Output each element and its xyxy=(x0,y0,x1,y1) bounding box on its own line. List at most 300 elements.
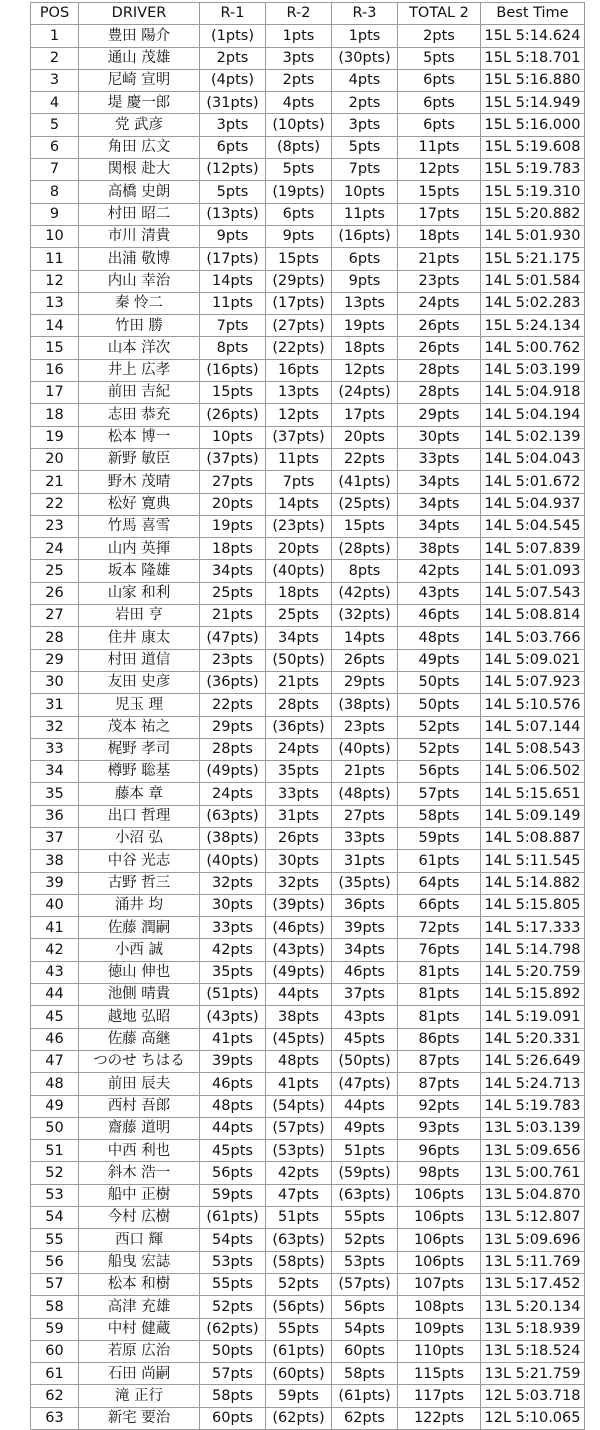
cell-best-time: 14L 5:04.545 xyxy=(481,515,585,537)
cell-r3: 33pts xyxy=(332,827,398,849)
cell-best-time: 14L 5:04.043 xyxy=(481,448,585,470)
cell-r1: (40pts) xyxy=(200,850,266,872)
cell-best-time: 15L 5:19.310 xyxy=(481,181,585,203)
cell-driver: 坂本 隆雄 xyxy=(79,560,200,582)
table-row xyxy=(31,1162,585,1184)
cell-pos: 62 xyxy=(31,1385,79,1407)
cell-total: 12pts xyxy=(398,159,481,181)
cell-driver: 豊田 陽介 xyxy=(79,25,200,47)
cell-r3: 2pts xyxy=(332,92,398,114)
table-row xyxy=(31,1006,585,1028)
cell-r2: (36pts) xyxy=(266,716,332,738)
cell-r3: 55pts xyxy=(332,1207,398,1229)
cell-best-time: 12L 5:03.718 xyxy=(481,1385,585,1407)
cell-total: 17pts xyxy=(398,203,481,225)
cell-best-time: 14L 5:00.762 xyxy=(481,337,585,359)
cell-best-time: 14L 5:01.930 xyxy=(481,225,585,247)
cell-best-time: 13L 5:21.759 xyxy=(481,1363,585,1385)
cell-driver: 児玉 理 xyxy=(79,694,200,716)
cell-r3: 44pts xyxy=(332,1095,398,1117)
cell-r3: 1pts xyxy=(332,25,398,47)
cell-total: 43pts xyxy=(398,582,481,604)
cell-driver: 石田 尚嗣 xyxy=(79,1363,200,1385)
cell-driver: 出浦 敬博 xyxy=(79,248,200,270)
cell-best-time: 13L 5:18.939 xyxy=(481,1318,585,1340)
table-row xyxy=(31,1184,585,1206)
cell-r1: 20pts xyxy=(200,493,266,515)
table-row xyxy=(31,917,585,939)
cell-driver: 池側 晴貴 xyxy=(79,984,200,1006)
cell-best-time: 14L 5:04.918 xyxy=(481,382,585,404)
cell-pos: 37 xyxy=(31,827,79,849)
cell-r1: 46pts xyxy=(200,1073,266,1095)
cell-driver: 山内 英揮 xyxy=(79,538,200,560)
cell-r3: 58pts xyxy=(332,1363,398,1385)
cell-driver: 小沼 弘 xyxy=(79,827,200,849)
cell-r3: 19pts xyxy=(332,315,398,337)
cell-r1: (63pts) xyxy=(200,805,266,827)
cell-driver: 涌井 均 xyxy=(79,894,200,916)
cell-r1: 50pts xyxy=(200,1340,266,1362)
cell-total: 93pts xyxy=(398,1117,481,1139)
cell-pos: 20 xyxy=(31,448,79,470)
cell-pos: 11 xyxy=(31,248,79,270)
cell-r2: 52pts xyxy=(266,1273,332,1295)
cell-r3: 36pts xyxy=(332,894,398,916)
cell-r1: 10pts xyxy=(200,426,266,448)
cell-r2: 9pts xyxy=(266,225,332,247)
cell-r1: 5pts xyxy=(200,181,266,203)
cell-best-time: 14L 5:07.144 xyxy=(481,716,585,738)
cell-r1: 54pts xyxy=(200,1229,266,1251)
cell-r2: 1pts xyxy=(266,25,332,47)
table-row xyxy=(31,1229,585,1251)
cell-r1: 6pts xyxy=(200,136,266,158)
cell-pos: 43 xyxy=(31,961,79,983)
cell-pos: 24 xyxy=(31,538,79,560)
cell-r2: (58pts) xyxy=(266,1251,332,1273)
cell-r2: 24pts xyxy=(266,738,332,760)
cell-total: 58pts xyxy=(398,805,481,827)
cell-driver: 今村 広樹 xyxy=(79,1207,200,1229)
cell-r2: 38pts xyxy=(266,1006,332,1028)
cell-total: 26pts xyxy=(398,315,481,337)
cell-r2: 2pts xyxy=(266,69,332,91)
cell-driver: 竹馬 喜雪 xyxy=(79,515,200,537)
cell-total: 108pts xyxy=(398,1296,481,1318)
cell-best-time: 14L 5:20.759 xyxy=(481,961,585,983)
cell-r2: 51pts xyxy=(266,1207,332,1229)
cell-r1: 45pts xyxy=(200,1140,266,1162)
cell-r1: 59pts xyxy=(200,1184,266,1206)
cell-pos: 35 xyxy=(31,783,79,805)
cell-r3: (59pts) xyxy=(332,1162,398,1184)
cell-total: 23pts xyxy=(398,270,481,292)
cell-r2: (23pts) xyxy=(266,515,332,537)
cell-pos: 5 xyxy=(31,114,79,136)
cell-r3: 13pts xyxy=(332,292,398,314)
cell-r2: 55pts xyxy=(266,1318,332,1340)
cell-total: 50pts xyxy=(398,671,481,693)
table-row xyxy=(31,783,585,805)
cell-pos: 14 xyxy=(31,315,79,337)
table-row xyxy=(31,1296,585,1318)
cell-pos: 32 xyxy=(31,716,79,738)
cell-pos: 39 xyxy=(31,872,79,894)
cell-r1: (31pts) xyxy=(200,92,266,114)
cell-r3: 43pts xyxy=(332,1006,398,1028)
cell-r1: 44pts xyxy=(200,1117,266,1139)
cell-driver: 高橋 史朗 xyxy=(79,181,200,203)
cell-total: 50pts xyxy=(398,694,481,716)
cell-driver: 出口 哲理 xyxy=(79,805,200,827)
table-row xyxy=(31,1050,585,1072)
cell-total: 106pts xyxy=(398,1184,481,1206)
cell-r2: 34pts xyxy=(266,627,332,649)
cell-best-time: 15L 5:18.701 xyxy=(481,47,585,69)
cell-r1: 57pts xyxy=(200,1363,266,1385)
cell-r2: 47pts xyxy=(266,1184,332,1206)
table-row xyxy=(31,1117,585,1139)
cell-r2: 28pts xyxy=(266,694,332,716)
cell-best-time: 13L 5:20.134 xyxy=(481,1296,585,1318)
cell-pos: 4 xyxy=(31,92,79,114)
cell-driver: 松本 和樹 xyxy=(79,1273,200,1295)
cell-pos: 30 xyxy=(31,671,79,693)
cell-r3: 31pts xyxy=(332,850,398,872)
cell-r2: (10pts) xyxy=(266,114,332,136)
cell-r1: (62pts) xyxy=(200,1318,266,1340)
cell-driver: 内山 幸治 xyxy=(79,270,200,292)
cell-driver: 山本 洋次 xyxy=(79,337,200,359)
cell-r1: 41pts xyxy=(200,1028,266,1050)
cell-r2: (22pts) xyxy=(266,337,332,359)
cell-best-time: 14L 5:26.649 xyxy=(481,1050,585,1072)
cell-r3: 34pts xyxy=(332,939,398,961)
cell-best-time: 15L 5:16.000 xyxy=(481,114,585,136)
cell-best-time: 14L 5:14.798 xyxy=(481,939,585,961)
cell-driver: 前田 辰夫 xyxy=(79,1073,200,1095)
table-row xyxy=(31,1140,585,1162)
cell-pos: 60 xyxy=(31,1340,79,1362)
table-row xyxy=(31,92,585,114)
cell-r3: 54pts xyxy=(332,1318,398,1340)
cell-total: 5pts xyxy=(398,47,481,69)
cell-total: 24pts xyxy=(398,292,481,314)
cell-total: 98pts xyxy=(398,1162,481,1184)
table-row xyxy=(31,114,585,136)
cell-pos: 2 xyxy=(31,47,79,69)
cell-driver: 茂本 祐之 xyxy=(79,716,200,738)
cell-pos: 52 xyxy=(31,1162,79,1184)
cell-best-time: 14L 5:15.892 xyxy=(481,984,585,1006)
cell-r2: 14pts xyxy=(266,493,332,515)
cell-r3: (25pts) xyxy=(332,493,398,515)
cell-r3: 8pts xyxy=(332,560,398,582)
cell-r1: (38pts) xyxy=(200,827,266,849)
cell-pos: 59 xyxy=(31,1318,79,1340)
cell-driver: 小西 誠 xyxy=(79,939,200,961)
cell-driver: つのせ ちはる xyxy=(79,1050,200,1072)
cell-best-time: 13L 5:09.656 xyxy=(481,1140,585,1162)
cell-driver: 斜木 浩一 xyxy=(79,1162,200,1184)
header-row xyxy=(31,3,585,25)
cell-pos: 56 xyxy=(31,1251,79,1273)
cell-r3: (32pts) xyxy=(332,605,398,627)
cell-best-time: 14L 5:24.713 xyxy=(481,1073,585,1095)
cell-r1: (16pts) xyxy=(200,359,266,381)
cell-driver: 岩田 亨 xyxy=(79,605,200,627)
cell-r2: 31pts xyxy=(266,805,332,827)
cell-total: 107pts xyxy=(398,1273,481,1295)
cell-r3: 27pts xyxy=(332,805,398,827)
table-body xyxy=(31,25,585,1430)
cell-r2: (50pts) xyxy=(266,649,332,671)
cell-driver: 古野 哲三 xyxy=(79,872,200,894)
cell-total: 61pts xyxy=(398,850,481,872)
table-row xyxy=(31,515,585,537)
cell-r1: (36pts) xyxy=(200,671,266,693)
cell-driver: 松好 寛典 xyxy=(79,493,200,515)
cell-r2: (54pts) xyxy=(266,1095,332,1117)
cell-best-time: 14L 5:02.283 xyxy=(481,292,585,314)
cell-r1: 3pts xyxy=(200,114,266,136)
table-row xyxy=(31,961,585,983)
cell-total: 76pts xyxy=(398,939,481,961)
table-row xyxy=(31,1251,585,1273)
cell-pos: 54 xyxy=(31,1207,79,1229)
table-header xyxy=(31,3,585,25)
cell-pos: 49 xyxy=(31,1095,79,1117)
cell-pos: 17 xyxy=(31,382,79,404)
cell-pos: 34 xyxy=(31,761,79,783)
cell-driver: 中西 利也 xyxy=(79,1140,200,1162)
cell-r1: (47pts) xyxy=(200,627,266,649)
cell-best-time: 14L 5:17.333 xyxy=(481,917,585,939)
cell-total: 57pts xyxy=(398,783,481,805)
cell-best-time: 14L 5:06.502 xyxy=(481,761,585,783)
cell-best-time: 13L 5:18.524 xyxy=(481,1340,585,1362)
table-row xyxy=(31,448,585,470)
cell-pos: 9 xyxy=(31,203,79,225)
cell-total: 96pts xyxy=(398,1140,481,1162)
cell-r2: 6pts xyxy=(266,203,332,225)
cell-best-time: 14L 5:11.545 xyxy=(481,850,585,872)
cell-best-time: 14L 5:01.584 xyxy=(481,270,585,292)
cell-r3: (48pts) xyxy=(332,783,398,805)
cell-r2: 26pts xyxy=(266,827,332,849)
cell-r1: 23pts xyxy=(200,649,266,671)
cell-best-time: 13L 5:09.696 xyxy=(481,1229,585,1251)
cell-r1: (61pts) xyxy=(200,1207,266,1229)
cell-r1: 25pts xyxy=(200,582,266,604)
cell-r3: 12pts xyxy=(332,359,398,381)
cell-driver: 中谷 光志 xyxy=(79,850,200,872)
table-row xyxy=(31,605,585,627)
cell-r1: 9pts xyxy=(200,225,266,247)
cell-total: 6pts xyxy=(398,92,481,114)
table-row xyxy=(31,1385,585,1407)
cell-pos: 8 xyxy=(31,181,79,203)
cell-pos: 58 xyxy=(31,1296,79,1318)
cell-best-time: 14L 5:07.839 xyxy=(481,538,585,560)
cell-r2: 12pts xyxy=(266,404,332,426)
cell-pos: 44 xyxy=(31,984,79,1006)
table-row xyxy=(31,627,585,649)
cell-driver: 新野 敏臣 xyxy=(79,448,200,470)
cell-best-time: 14L 5:07.923 xyxy=(481,671,585,693)
cell-best-time: 14L 5:02.139 xyxy=(481,426,585,448)
table-row xyxy=(31,426,585,448)
cell-driver: 滝 正行 xyxy=(79,1385,200,1407)
table-row xyxy=(31,471,585,493)
cell-total: 64pts xyxy=(398,872,481,894)
cell-best-time: 15L 5:21.175 xyxy=(481,248,585,270)
cell-r3: (40pts) xyxy=(332,738,398,760)
cell-best-time: 14L 5:07.543 xyxy=(481,582,585,604)
cell-total: 109pts xyxy=(398,1318,481,1340)
table-row xyxy=(31,716,585,738)
table-row xyxy=(31,248,585,270)
cell-driver: 住井 康太 xyxy=(79,627,200,649)
cell-total: 106pts xyxy=(398,1229,481,1251)
cell-pos: 47 xyxy=(31,1050,79,1072)
cell-total: 29pts xyxy=(398,404,481,426)
cell-pos: 46 xyxy=(31,1028,79,1050)
cell-r1: 58pts xyxy=(200,1385,266,1407)
cell-best-time: 14L 5:01.672 xyxy=(481,471,585,493)
cell-r3: 29pts xyxy=(332,671,398,693)
cell-total: 11pts xyxy=(398,136,481,158)
cell-best-time: 14L 5:08.543 xyxy=(481,738,585,760)
cell-driver: 越地 弘昭 xyxy=(79,1006,200,1028)
cell-r2: (46pts) xyxy=(266,917,332,939)
cell-pos: 1 xyxy=(31,25,79,47)
cell-best-time: 14L 5:14.882 xyxy=(481,872,585,894)
cell-r2: (40pts) xyxy=(266,560,332,582)
cell-driver: 竹田 勝 xyxy=(79,315,200,337)
cell-driver: 中村 健蔵 xyxy=(79,1318,200,1340)
cell-total: 87pts xyxy=(398,1073,481,1095)
header-r1: R-1 xyxy=(200,3,266,25)
cell-r3: 23pts xyxy=(332,716,398,738)
table-row xyxy=(31,382,585,404)
cell-total: 33pts xyxy=(398,448,481,470)
cell-total: 15pts xyxy=(398,181,481,203)
cell-total: 81pts xyxy=(398,961,481,983)
cell-r2: (45pts) xyxy=(266,1028,332,1050)
cell-r2: 33pts xyxy=(266,783,332,805)
cell-r3: 26pts xyxy=(332,649,398,671)
cell-pos: 51 xyxy=(31,1140,79,1162)
table-row xyxy=(31,69,585,91)
cell-driver: 井上 広孝 xyxy=(79,359,200,381)
cell-r1: 52pts xyxy=(200,1296,266,1318)
cell-best-time: 14L 5:04.937 xyxy=(481,493,585,515)
cell-r1: 42pts xyxy=(200,939,266,961)
cell-total: 46pts xyxy=(398,605,481,627)
table-row xyxy=(31,337,585,359)
table-row xyxy=(31,203,585,225)
table-row xyxy=(31,493,585,515)
cell-total: 42pts xyxy=(398,560,481,582)
cell-total: 38pts xyxy=(398,538,481,560)
cell-r2: (37pts) xyxy=(266,426,332,448)
cell-r1: 11pts xyxy=(200,292,266,314)
cell-total: 92pts xyxy=(398,1095,481,1117)
cell-r3: 6pts xyxy=(332,248,398,270)
cell-total: 34pts xyxy=(398,471,481,493)
header-total: TOTAL 2 xyxy=(398,3,481,25)
cell-driver: 志田 恭充 xyxy=(79,404,200,426)
cell-total: 106pts xyxy=(398,1251,481,1273)
cell-pos: 19 xyxy=(31,426,79,448)
cell-pos: 13 xyxy=(31,292,79,314)
cell-r2: (61pts) xyxy=(266,1340,332,1362)
cell-r3: 52pts xyxy=(332,1229,398,1251)
cell-best-time: 14L 5:20.331 xyxy=(481,1028,585,1050)
cell-best-time: 14L 5:04.194 xyxy=(481,404,585,426)
cell-r3: 10pts xyxy=(332,181,398,203)
cell-r2: 44pts xyxy=(266,984,332,1006)
cell-r3: 7pts xyxy=(332,159,398,181)
cell-pos: 31 xyxy=(31,694,79,716)
cell-total: 21pts xyxy=(398,248,481,270)
cell-driver: 堤 慶一郎 xyxy=(79,92,200,114)
table-row xyxy=(31,1363,585,1385)
cell-r2: 7pts xyxy=(266,471,332,493)
table-row xyxy=(31,1095,585,1117)
cell-r1: (4pts) xyxy=(200,69,266,91)
cell-r1: 39pts xyxy=(200,1050,266,1072)
table-row xyxy=(31,850,585,872)
cell-best-time: 14L 5:15.651 xyxy=(481,783,585,805)
cell-r2: (8pts) xyxy=(266,136,332,158)
cell-r3: 53pts xyxy=(332,1251,398,1273)
cell-pos: 23 xyxy=(31,515,79,537)
cell-driver: 角田 広文 xyxy=(79,136,200,158)
cell-r2: 41pts xyxy=(266,1073,332,1095)
cell-total: 56pts xyxy=(398,761,481,783)
table-row xyxy=(31,1318,585,1340)
cell-r3: 49pts xyxy=(332,1117,398,1139)
cell-r1: 56pts xyxy=(200,1162,266,1184)
table-row xyxy=(31,694,585,716)
cell-total: 122pts xyxy=(398,1407,481,1429)
cell-total: 81pts xyxy=(398,1006,481,1028)
cell-r1: (26pts) xyxy=(200,404,266,426)
cell-total: 106pts xyxy=(398,1207,481,1229)
table-row xyxy=(31,159,585,181)
cell-r3: 14pts xyxy=(332,627,398,649)
cell-r2: (49pts) xyxy=(266,961,332,983)
cell-r2: 42pts xyxy=(266,1162,332,1184)
table-row xyxy=(31,649,585,671)
cell-driver: 齋藤 道明 xyxy=(79,1117,200,1139)
cell-r3: 5pts xyxy=(332,136,398,158)
cell-r3: 56pts xyxy=(332,1296,398,1318)
cell-r3: 39pts xyxy=(332,917,398,939)
cell-pos: 41 xyxy=(31,917,79,939)
cell-r3: (50pts) xyxy=(332,1050,398,1072)
table-row xyxy=(31,136,585,158)
header-pos: POS xyxy=(31,3,79,25)
cell-total: 52pts xyxy=(398,716,481,738)
cell-r1: 48pts xyxy=(200,1095,266,1117)
cell-r2: 13pts xyxy=(266,382,332,404)
cell-total: 28pts xyxy=(398,382,481,404)
cell-total: 86pts xyxy=(398,1028,481,1050)
